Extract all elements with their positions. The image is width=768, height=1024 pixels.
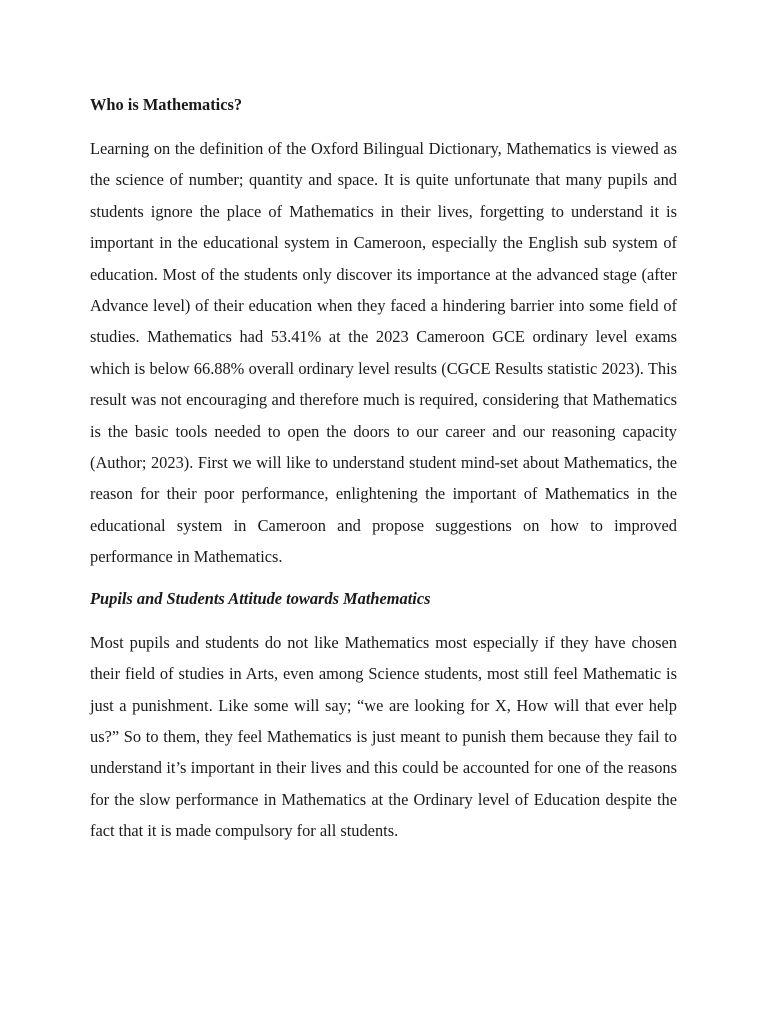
document-body [90,94,677,847]
section-heading: Who is Mathematics? [90,95,243,114]
subsection-heading: Pupils and Students Attitude towards Mathematics [90,588,431,608]
paragraph-definition: Learning on the definition of the Oxford Bilingual Dictionary, Mathematics is viewed as the science of number; quantity and space. It is quite unfortunate that many pupils and students ignore the place of Mathematics in their lives, forgetting to understand it is important in the educational system in Cameroon, especially the English sub system of education. Most of the students only discover its importance at the advanced stage (after Advance level) of their education when they faced a hindering barrier into some field of studies. Mathematics had 53.41% at the 2023 Cameroon GCE ordinary level exams which is below 66.88% overall ordinary level results (CGCE Results statistic 2023). This result was not encouraging and therefore much is required, considering that Mathematics is the basic tools needed to open the doors to our career and our reasoning capacity (Author; 2023). First we will like to understand student mind-set about Mathematics, the reason for their poor performance, enlightening the important of Mathematics in the educational system in Cameroon and propose suggestions on how to improved performance in Mathematics. [90,139,677,567]
paragraph-attitude: Most pupils and students do not like Mathematics most especially if they have chosen their field of studies in Arts, even among Science students, most still feel Mathematic is just a punishment. Like some will say; “we are looking for X, How will that ever help us?” So to them, they feel Mathematics is just meant to punish them because they fail to understand it’s important in their lives and this could be accounted for one of the reasons for the slow performance in Mathematics at the Ordinary level of Education despite the fact that it is made compulsory for all students. [90,632,677,841]
